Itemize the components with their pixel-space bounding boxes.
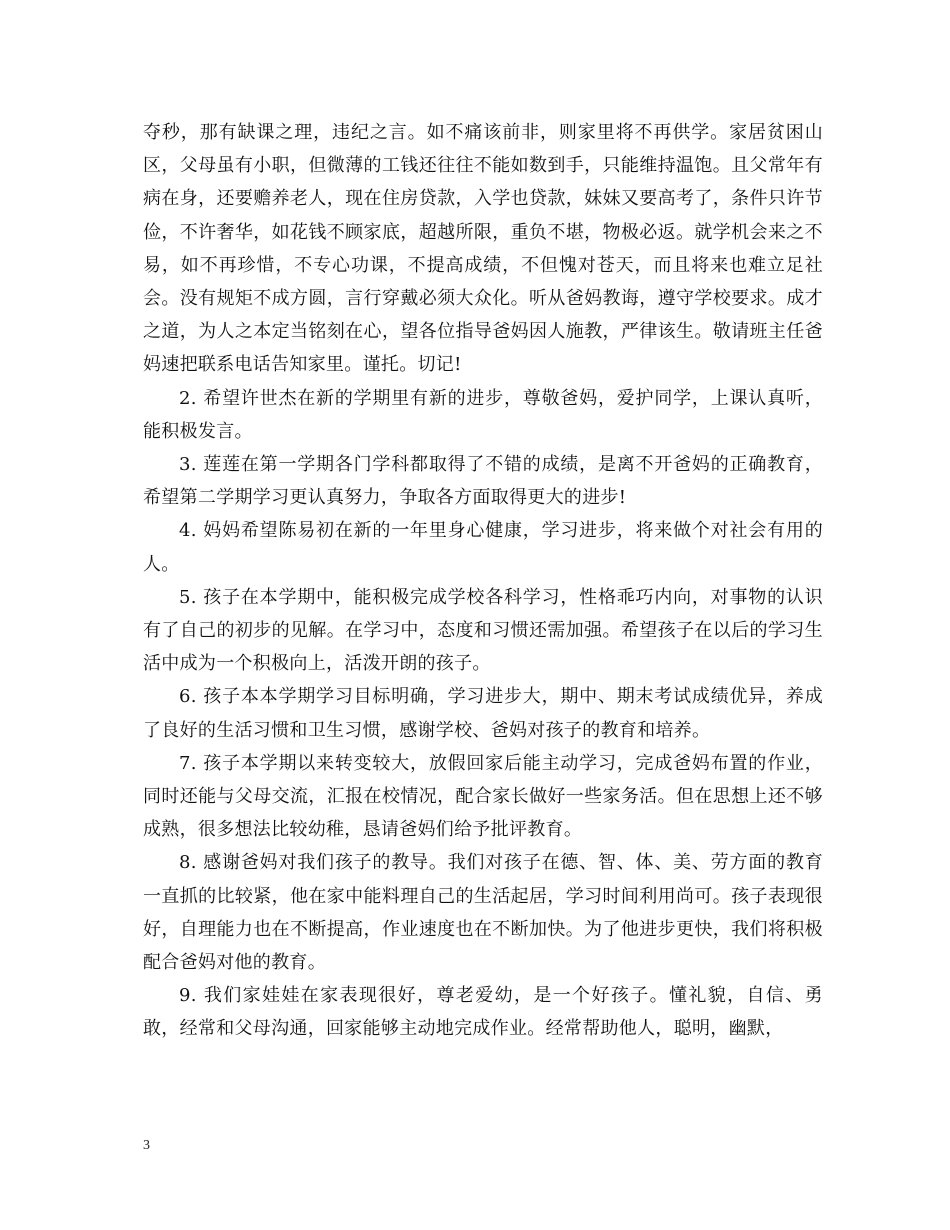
paragraph-3: 3. 莲莲在第一学期各门学科都取得了不错的成绩，是离不开爸妈的正确教育，希望第二学期学习更认真努力，争取各方面取得更大的进步! <box>143 454 823 509</box>
paragraph-1: 夺秒，那有缺课之理，违纪之言。如不痛该前非，则家里将不再供学。家居贫困山区，父母虽有小职，但微薄的工钱还往往不能如数到手，只能维持温饱。且父常年有病在身，还要赡养老人，现在住房贷款，入学也贷款，妹妹又要高考了，条件只许节俭，不许奢华，如花钱不顾家底，超越所限，重负不堪，物极必返。就学机会来之不易，如不再珍惜，不专心功课，不提高成绩，不但愧对苍天，而且将来也难立足社会。没有规矩不成方圆，言行穿戴必须大众化。听从爸妈教诲，遵守学校要求。成才之道，为人之本定当铭刻在心，望各位指导爸妈因人施教，严律该生。敬请班主任爸妈速把联系电话告知家里。谨托。切记! <box>143 122 823 376</box>
paragraph-7: 7. 孩子本学期以来转变较大，放假回家后能主动学习，完成爸妈布置的作业，同时还能与父母交流，汇报在校情况，配合家长做好一些家务活。但在思想上还不够成熟，很多想法比较幼稚，恳请爸妈们给予批评教育。 <box>143 752 823 841</box>
paragraph-8: 8. 感谢爸妈对我们孩子的教导。我们对孩子在德、智、体、美、劳方面的教育一直抓的比较紧，他在家中能料理自己的生活起居，学习时间利用尚可。孩子表现很好，自理能力也在不断提高，作业速度也在不断加快。为了他进步更快，我们将积极配合爸妈对他的教育。 <box>143 852 823 974</box>
paragraph-2: 2. 希望许世杰在新的学期里有新的进步，尊敬爸妈，爱护同学，上课认真听，能积极发言。 <box>143 387 823 442</box>
paragraph-4: 4. 妈妈希望陈易初在新的一年里身心健康，学习进步，将来做个对社会有用的人。 <box>143 520 823 575</box>
paragraph-6: 6. 孩子本本学期学习目标明确，学习进步大，期中、期末考试成绩优异，养成了良好的生活习惯和卫生习惯，感谢学校、爸妈对孩子的教育和培养。 <box>143 686 823 741</box>
paragraph-5: 5. 孩子在本学期中，能积极完成学校各科学习，性格乖巧内向，对事物的认识有了自己的初步的见解。在学习中，态度和习惯还需加强。希望孩子在以后的学习生活中成为一个积极向上，活泼开朗的孩子。 <box>143 586 823 675</box>
page-number: 3 <box>143 1138 150 1153</box>
paragraph-9: 9. 我们家娃娃在家表现很好，尊老爱幼，是一个好孩子。懂礼貌，自信、勇敢，经常和父母沟通，回家能够主动地完成作业。经常帮助他人，聪明，幽默， <box>143 985 823 1040</box>
document-body <box>143 116 823 1046</box>
